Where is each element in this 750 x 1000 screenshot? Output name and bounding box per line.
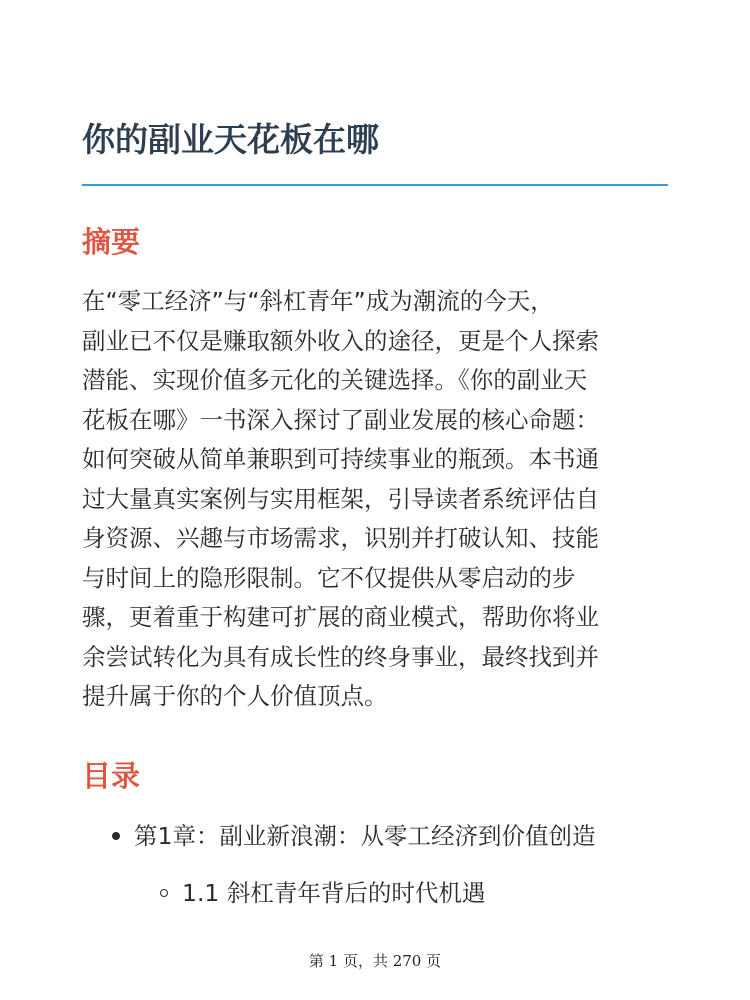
title-divider [82, 184, 668, 186]
toc-item-label: 第1章：副业新浪潮：从零工经济到价值创造 [134, 822, 596, 850]
toc-item-chapter-1[interactable] [112, 819, 595, 853]
abstract-line: 潜能、实现价值多元化的关键选择。《你的副业天 [82, 366, 588, 394]
abstract-heading: 摘要 [82, 225, 141, 259]
page-footer: 第 1 页，共 270 页 [308, 952, 442, 970]
abstract-line: 花板在哪》一书深入探讨了副业发展的核心命题： [82, 405, 599, 434]
abstract-line: 在“零工经济”与“斜杠青年”成为潮流的今天， [82, 287, 554, 315]
abstract-line: 骤，更着重于构建可扩展的商业模式，帮助你将业 [82, 603, 599, 631]
abstract-paragraph [82, 282, 672, 717]
toc-item-label: 1.1 斜杠青年背后的时代机遇 [182, 879, 486, 907]
document-title: 你的副业天花板在哪 [82, 120, 379, 159]
abstract-line: 过大量真实案例与实用框架，引导读者系统评估自 [82, 484, 599, 513]
abstract-line: 与时间上的隐形限制。它不仅提供从零启动的步 [82, 563, 576, 592]
bullet-circle-icon [160, 889, 168, 897]
toc-item-section-1-1[interactable] [160, 876, 485, 910]
abstract-line: 如何突破从简单兼职到可持续事业的瓶颈。本书通 [82, 445, 599, 473]
abstract-line: 余尝试转化为具有成长性的终身事业，最终找到并 [82, 642, 599, 671]
abstract-line: 提升属于你的个人价值顶点。 [82, 682, 388, 710]
bullet-disc-icon [112, 832, 120, 840]
toc-heading: 目录 [82, 759, 141, 793]
abstract-line: 副业已不仅是赚取额外收入的途径，更是个人探索 [82, 326, 599, 355]
abstract-line: 身资源、兴趣与市场需求，识别并打破认知、技能 [82, 524, 599, 552]
